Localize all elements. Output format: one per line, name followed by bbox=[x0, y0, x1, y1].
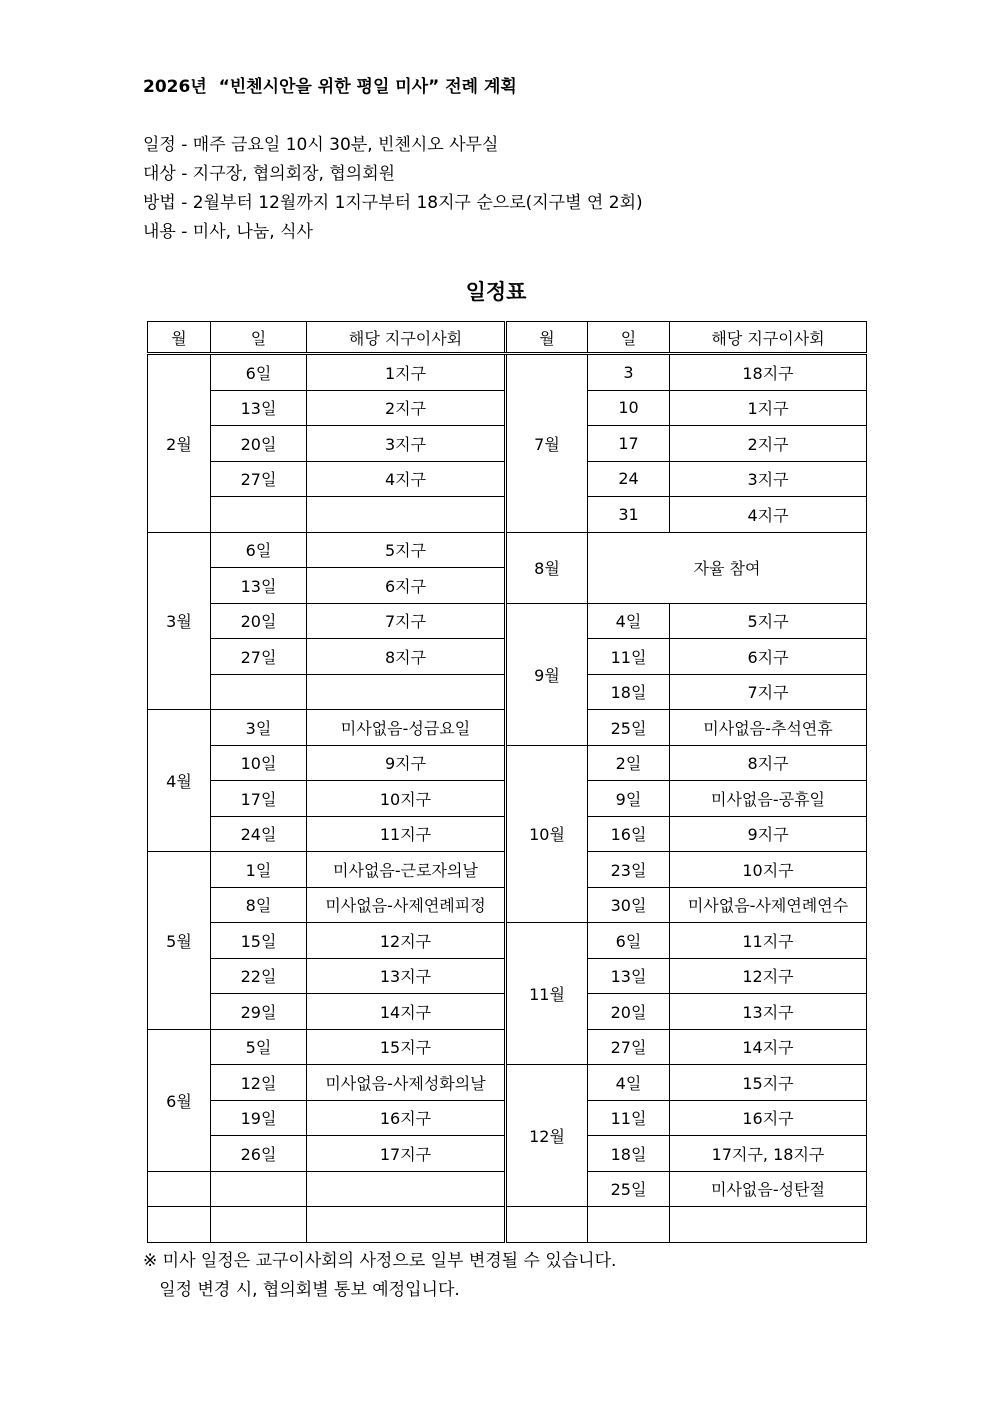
document-title: 2026년 “빈첸시안을 위한 평일 미사” 전례 계획 bbox=[143, 77, 517, 97]
day-cell: 18일 bbox=[588, 674, 670, 710]
day-cell: 6일 bbox=[588, 923, 670, 959]
month-cell-empty bbox=[148, 1171, 211, 1207]
month-cell-oct: 10월 bbox=[506, 745, 588, 923]
district-cell: 3지구 bbox=[670, 461, 867, 497]
district-cell: 9지구 bbox=[307, 745, 506, 781]
district-cell: 1지구 bbox=[670, 390, 867, 426]
empty-cell bbox=[211, 1207, 307, 1243]
day-cell: 3일 bbox=[211, 710, 307, 746]
district-cell: 8지구 bbox=[670, 745, 867, 781]
district-cell: 18지구 bbox=[670, 354, 867, 391]
district-cell: 16지구 bbox=[670, 1100, 867, 1136]
day-cell: 20일 bbox=[211, 426, 307, 462]
district-cell: 10지구 bbox=[307, 781, 506, 817]
district-cell: 11지구 bbox=[670, 923, 867, 959]
day-cell: 3 bbox=[588, 354, 670, 391]
district-cell: 미사없음-추석연휴 bbox=[670, 710, 867, 746]
empty-cell bbox=[670, 1207, 867, 1243]
day-cell: 26일 bbox=[211, 1136, 307, 1172]
day-cell bbox=[211, 1171, 307, 1207]
district-cell: 13지구 bbox=[307, 958, 506, 994]
district-cell: 7지구 bbox=[670, 674, 867, 710]
district-cell bbox=[307, 674, 506, 710]
day-cell: 24 bbox=[588, 461, 670, 497]
day-cell bbox=[211, 497, 307, 533]
schedule-title: 일정표 bbox=[465, 280, 527, 304]
plan-info bbox=[143, 131, 643, 247]
day-cell: 16일 bbox=[588, 816, 670, 852]
info-content: 내용 - 미사, 나눔, 식사 bbox=[143, 222, 313, 242]
table-row bbox=[148, 354, 867, 391]
district-cell: 미사없음-공휴일 bbox=[670, 781, 867, 817]
day-cell: 11일 bbox=[588, 639, 670, 675]
month-cell-mar: 3월 bbox=[148, 532, 211, 710]
footnote-line: ※ 미사 일정은 교구이사회의 사정으로 일부 변경될 수 있습니다. bbox=[143, 1251, 617, 1271]
day-cell: 5일 bbox=[211, 1029, 307, 1065]
day-cell: 27일 bbox=[588, 1029, 670, 1065]
day-cell: 11일 bbox=[588, 1100, 670, 1136]
day-cell: 10일 bbox=[211, 745, 307, 781]
footnote-line: 일정 변경 시, 협의회별 통보 예정입니다. bbox=[143, 1280, 460, 1300]
district-cell: 미사없음-사제연례피정 bbox=[307, 887, 506, 923]
day-cell bbox=[211, 674, 307, 710]
district-cell: 14지구 bbox=[307, 994, 506, 1030]
day-cell: 20일 bbox=[588, 994, 670, 1030]
table-row-empty bbox=[148, 1207, 867, 1243]
table-row bbox=[148, 1065, 867, 1101]
district-cell: 12지구 bbox=[307, 923, 506, 959]
district-cell: 5지구 bbox=[307, 532, 506, 568]
schedule-table bbox=[147, 321, 867, 1243]
month-cell-jul: 7월 bbox=[506, 354, 588, 533]
header-day: 일 bbox=[588, 322, 670, 354]
day-cell: 13일 bbox=[211, 390, 307, 426]
empty-cell bbox=[307, 1207, 506, 1243]
district-cell: 17지구 bbox=[307, 1136, 506, 1172]
day-cell: 27일 bbox=[211, 461, 307, 497]
day-cell: 8일 bbox=[211, 887, 307, 923]
district-cell: 10지구 bbox=[670, 852, 867, 888]
district-cell: 6지구 bbox=[307, 568, 506, 604]
day-cell: 23일 bbox=[588, 852, 670, 888]
header-month: 월 bbox=[148, 322, 211, 354]
header-district: 해당 지구이사회 bbox=[670, 322, 867, 354]
day-cell: 6일 bbox=[211, 354, 307, 391]
empty-cell bbox=[148, 1207, 211, 1243]
district-cell: 15지구 bbox=[307, 1029, 506, 1065]
footnote bbox=[143, 1247, 616, 1305]
info-method: 방법 - 2월부터 12월까지 1지구부터 18지구 순으로(지구별 연 2회) bbox=[143, 193, 643, 213]
month-cell-may: 5월 bbox=[148, 852, 211, 1030]
district-cell: 12지구 bbox=[670, 958, 867, 994]
empty-cell bbox=[588, 1207, 670, 1243]
day-cell: 15일 bbox=[211, 923, 307, 959]
month-cell-feb: 2월 bbox=[148, 354, 211, 533]
district-cell: 미사없음-성금요일 bbox=[307, 710, 506, 746]
day-cell: 9일 bbox=[588, 781, 670, 817]
district-cell: 14지구 bbox=[670, 1029, 867, 1065]
district-cell: 13지구 bbox=[670, 994, 867, 1030]
district-cell: 17지구, 18지구 bbox=[670, 1136, 867, 1172]
table-row bbox=[148, 745, 867, 781]
table-header-row bbox=[148, 322, 867, 354]
district-cell: 3지구 bbox=[307, 426, 506, 462]
month-cell-nov: 11월 bbox=[506, 923, 588, 1065]
district-cell: 미사없음-사제성화의날 bbox=[307, 1065, 506, 1101]
district-cell: 7지구 bbox=[307, 603, 506, 639]
month-cell-aug: 8월 bbox=[506, 532, 588, 603]
day-cell: 29일 bbox=[211, 994, 307, 1030]
day-cell: 30일 bbox=[588, 887, 670, 923]
day-cell: 13일 bbox=[588, 958, 670, 994]
month-cell-dec: 12월 bbox=[506, 1065, 588, 1207]
month-cell-jun: 6월 bbox=[148, 1029, 211, 1171]
district-cell: 2지구 bbox=[307, 390, 506, 426]
day-cell: 13일 bbox=[211, 568, 307, 604]
day-cell: 12일 bbox=[211, 1065, 307, 1101]
day-cell: 24일 bbox=[211, 816, 307, 852]
month-cell-apr: 4월 bbox=[148, 710, 211, 852]
day-cell: 6일 bbox=[211, 532, 307, 568]
day-cell: 1일 bbox=[211, 852, 307, 888]
district-cell: 8지구 bbox=[307, 639, 506, 675]
month-cell-sep: 9월 bbox=[506, 603, 588, 745]
empty-cell bbox=[506, 1207, 588, 1243]
district-cell: 4지구 bbox=[307, 461, 506, 497]
table-row bbox=[148, 923, 867, 959]
district-cell: 15지구 bbox=[670, 1065, 867, 1101]
district-cell: 미사없음-근로자의날 bbox=[307, 852, 506, 888]
day-cell: 2일 bbox=[588, 745, 670, 781]
district-cell: 1지구 bbox=[307, 354, 506, 391]
district-cell: 16지구 bbox=[307, 1100, 506, 1136]
day-cell: 25일 bbox=[588, 1171, 670, 1207]
header-district: 해당 지구이사회 bbox=[307, 322, 506, 354]
day-cell: 17 bbox=[588, 426, 670, 462]
district-cell: 미사없음-성탄절 bbox=[670, 1171, 867, 1207]
day-cell: 20일 bbox=[211, 603, 307, 639]
district-cell bbox=[307, 497, 506, 533]
info-schedule: 일정 - 매주 금요일 10시 30분, 빈첸시오 사무실 bbox=[143, 135, 499, 155]
header-day: 일 bbox=[211, 322, 307, 354]
day-cell: 10 bbox=[588, 390, 670, 426]
district-cell bbox=[307, 1171, 506, 1207]
header-month: 월 bbox=[506, 322, 588, 354]
district-cell: 미사없음-사제연례연수 bbox=[670, 887, 867, 923]
district-cell: 6지구 bbox=[670, 639, 867, 675]
day-cell: 27일 bbox=[211, 639, 307, 675]
day-cell: 31 bbox=[588, 497, 670, 533]
district-cell: 11지구 bbox=[307, 816, 506, 852]
info-target: 대상 - 지구장, 협의회장, 협의회원 bbox=[143, 164, 396, 184]
day-cell: 22일 bbox=[211, 958, 307, 994]
district-cell: 5지구 bbox=[670, 603, 867, 639]
table-row bbox=[148, 603, 867, 639]
day-cell: 4일 bbox=[588, 603, 670, 639]
day-cell: 18일 bbox=[588, 1136, 670, 1172]
aug-note-cell: 자율 참여 bbox=[588, 532, 867, 603]
day-cell: 25일 bbox=[588, 710, 670, 746]
district-cell: 2지구 bbox=[670, 426, 867, 462]
day-cell: 17일 bbox=[211, 781, 307, 817]
table-row bbox=[148, 532, 867, 568]
district-cell: 4지구 bbox=[670, 497, 867, 533]
day-cell: 4일 bbox=[588, 1065, 670, 1101]
day-cell: 19일 bbox=[211, 1100, 307, 1136]
district-cell: 9지구 bbox=[670, 816, 867, 852]
